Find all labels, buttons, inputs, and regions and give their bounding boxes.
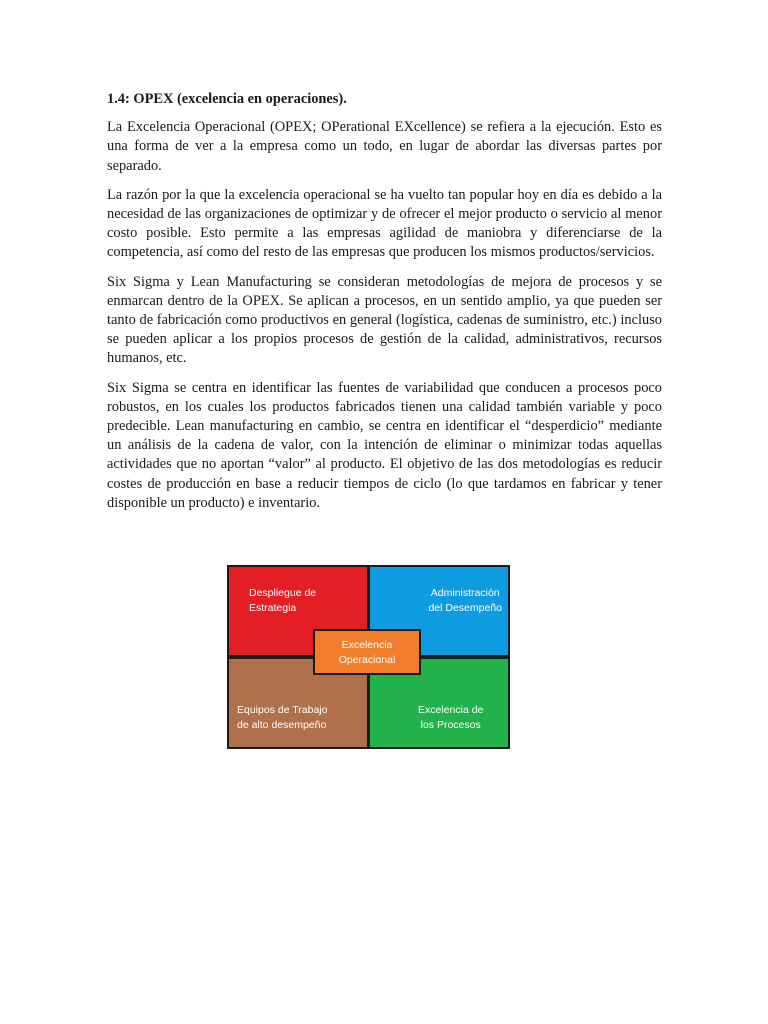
label-line: los Procesos [420,719,481,731]
label-line: Equipos de Trabajo [237,704,328,716]
label-line: del Desempeño [428,602,502,614]
section-body [107,90,662,523]
label-line: Excelencia [341,639,393,651]
label-line: Despliegue de [249,587,317,599]
section-heading: 1.4: OPEX (excelencia en operaciones). [107,91,347,107]
label-line: Estrategia [249,602,297,614]
paragraph-2: La razón por la que la excelencia operacional se ha vuelto tan popular hoy en día es debido a la necesidad de las organizaciones de optimizar y de ofrecer el mejor producto o servicio al menor costo posible. Esto permite a las empresas agilidad de maniobra y diferenciarse de la competencia, así como del resto de las empresas que producen los mismos productos/servicios. [107,186,662,261]
quadrant-label [418,703,483,733]
quadrant-label [249,586,316,616]
label-line: Administración [430,587,500,599]
label-line: de alto desempeño [237,719,327,731]
opex-diagram [227,565,510,749]
label-line: Operacional [338,654,396,666]
paragraph-3: Six Sigma y Lean Manufacturing se consideran metodologías de mejora de procesos y se enmarcan dentro de la OPEX. Se aplican a procesos, en un sentido amplio, ya que pueden ser tanto de fabricación como productivos en general (logística, cadenas de suministro, etc.) incluso se pueden aplicar a los propios procesos de gestión de la calidad, administrativos, recursos humanos, etc. [107,273,662,367]
quadrant-label [428,586,502,616]
quadrant-label [237,703,327,733]
center-operational-excellence [313,629,421,675]
label-line: Excelencia de [418,704,484,716]
paragraph-4: Six Sigma se centra en identificar las fuentes de variabilidad que conducen a procesos poco robustos, en los cuales los productos fabricados tienen una calidad también variable y poco predecible. Lean manufacturing en cambio, se centra en identificar el “desperdicio” mediante un análisis de la cadena de valor, con la intención de eliminar o minimizar todas aquellas actividades que no aportan “valor” al producto. El objetivo de las dos metodologías es reducir costes de producción en base a reducir tiempos de ciclo (lo que tardamos en fabricar y tener disponible un producto) e inventario. [107,379,662,511]
paragraph-1: La Excelencia Operacional (OPEX; OPerational EXcellence) se refiera a la ejecución. Esto es una forma de ver a la empresa como un todo, en lugar de abordar las diversas partes por separado. [107,119,662,174]
